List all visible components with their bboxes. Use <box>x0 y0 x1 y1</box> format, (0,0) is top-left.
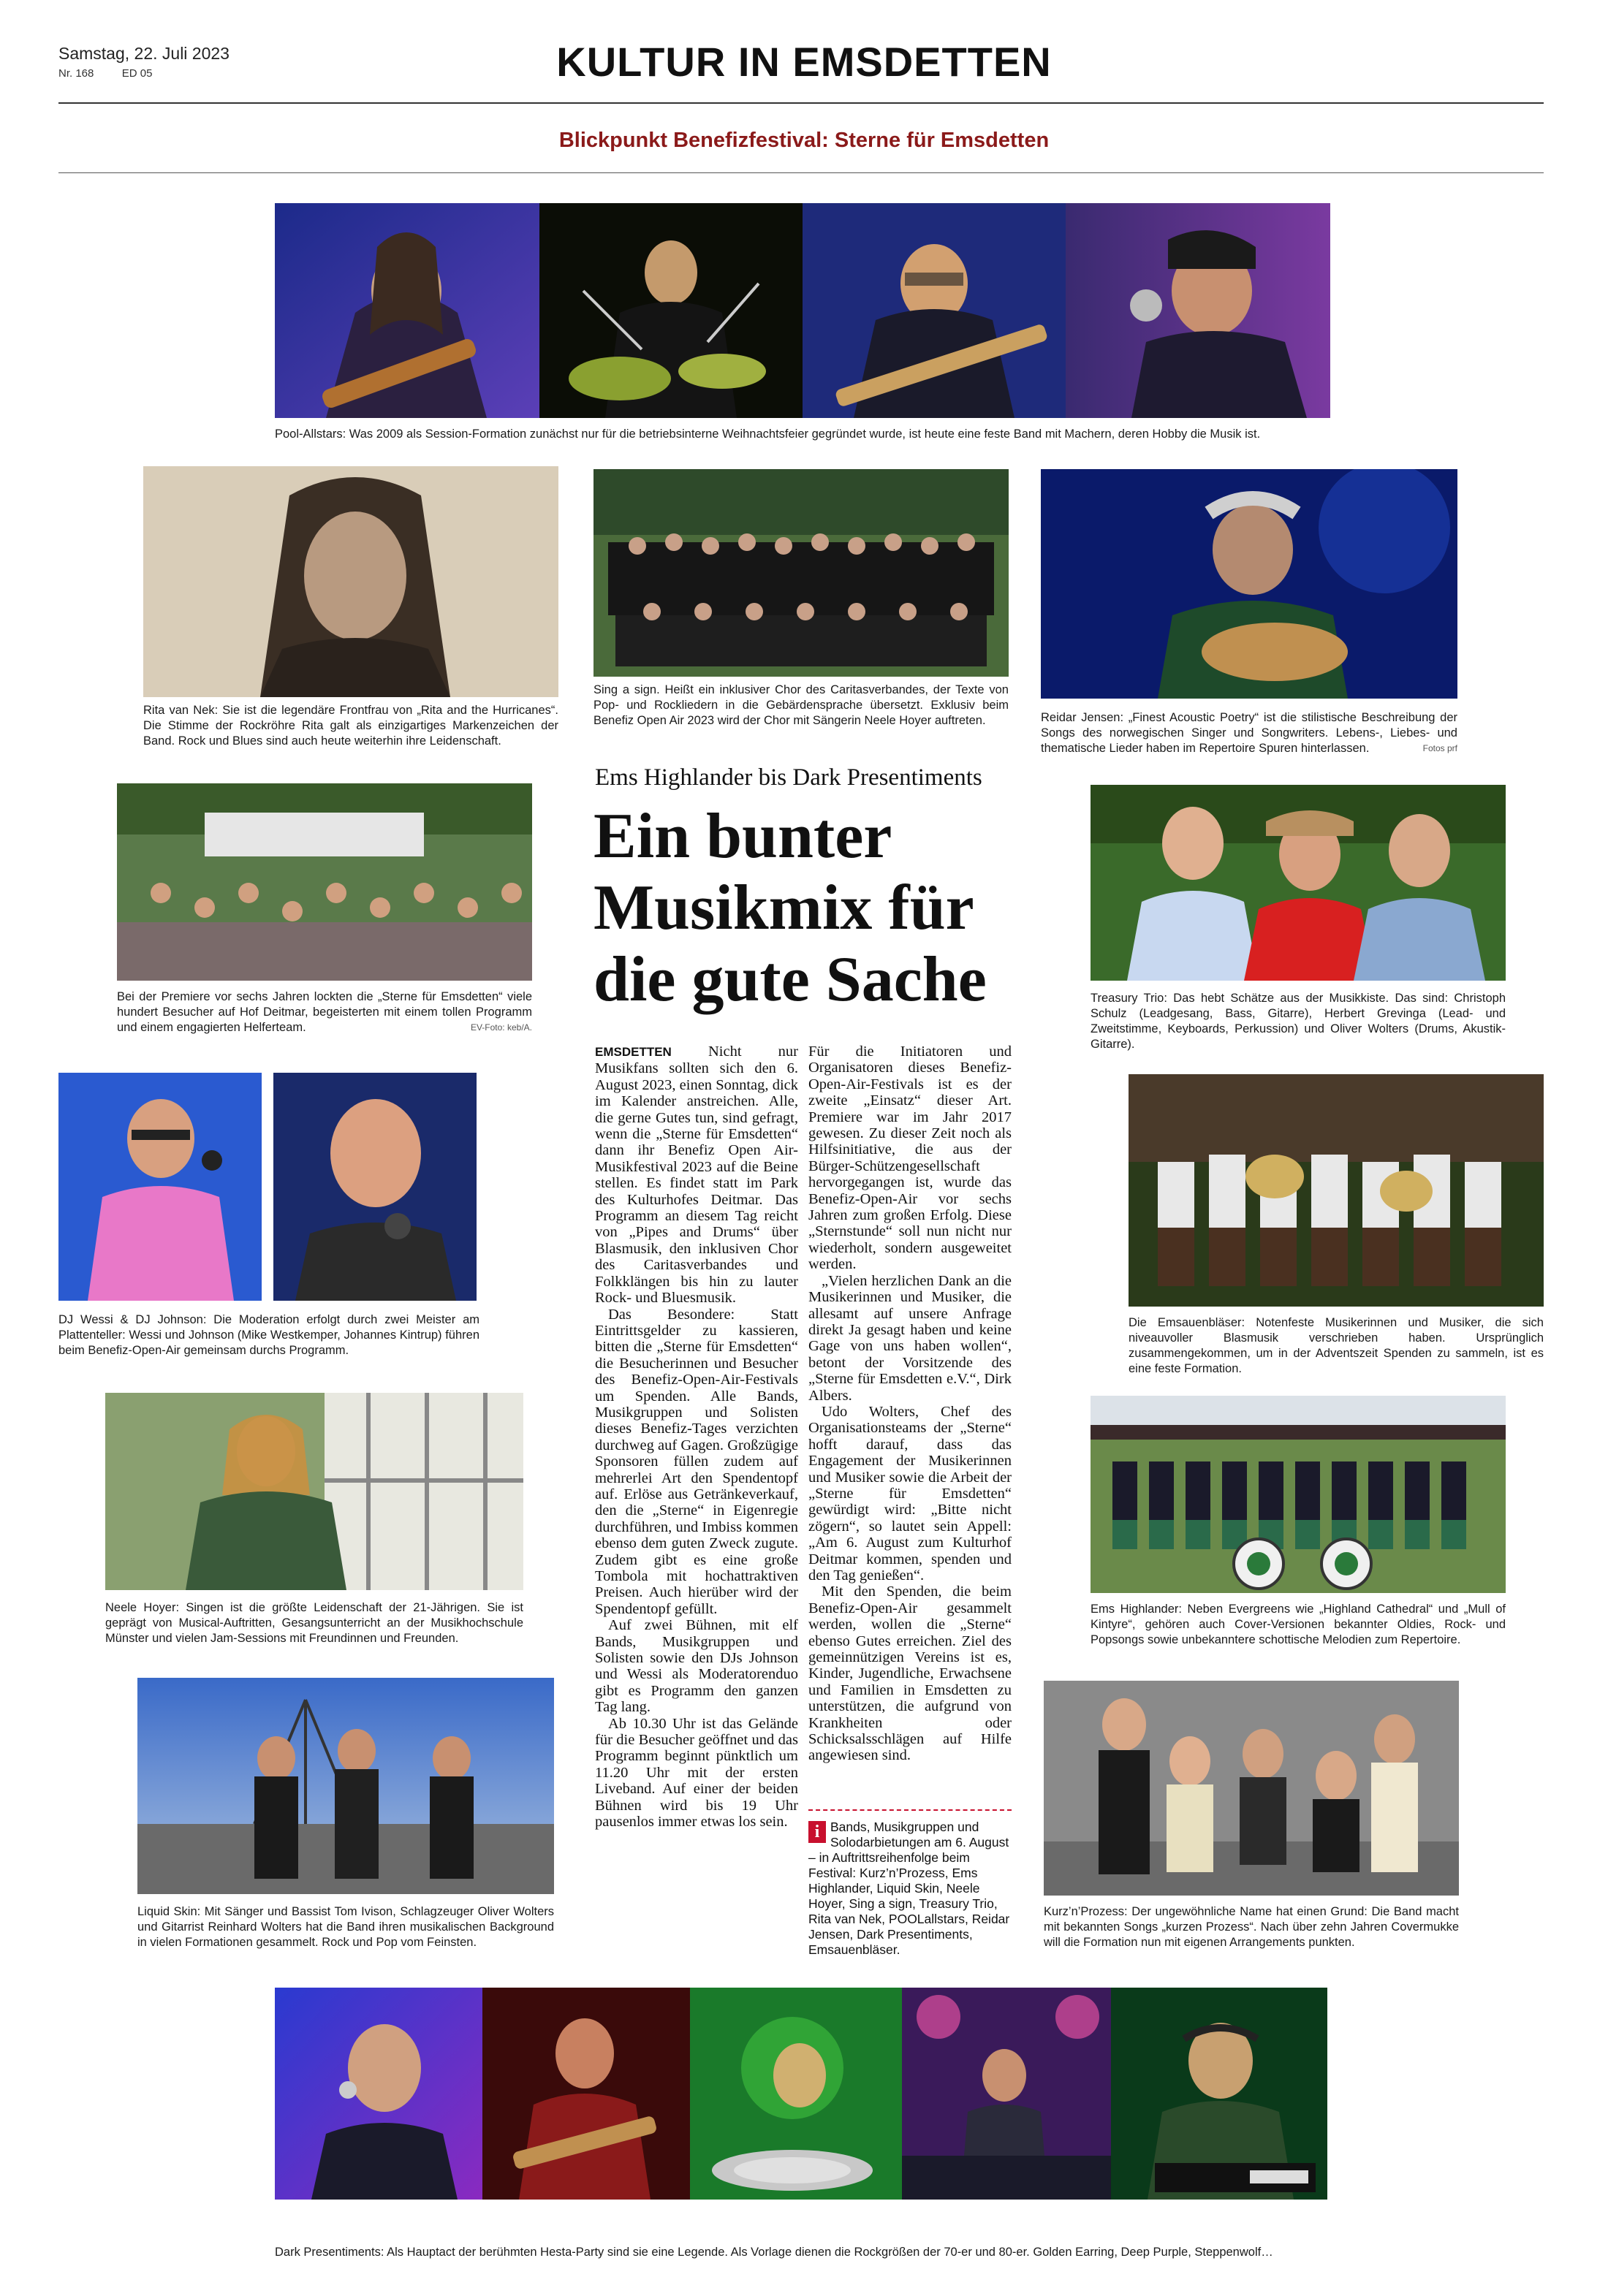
header-rule-top <box>58 102 1544 104</box>
caption-kurz-n-prozess: Kurz’n’Prozess: Der ungewöhnliche Name hat einen Grund: Die Band macht mit bekannten Songs „kurzen Prozess“. Nach über zehn Jahren Covermukke will die Formation nun mit eigenen Arrangements punkten. <box>1044 1905 1459 1949</box>
dj-wessi-photo <box>58 1073 262 1301</box>
article-col2-p1: Für die Initiatoren und Organisatoren dieses Benefiz-Open-Air-Festivals ist es der zweite „Einsatz“ dieser Art. Premiere war im Jahr 2017 gewesen. Zu dieser Zeit noch als Hilfsinitiative, die aus der Bürger-Schützengesellschaft hervorgegangen ist, wurde das Benefiz-Open-Air vor sechs Jahren zum großen Erfolg. Diese „Sternstunde“ soll nun nicht nur wiederholt, sondern ausgeweitet werden. <box>808 1044 1012 1273</box>
caption-premiere <box>117 989 532 1035</box>
article-col2-p3: Udo Wolters, Chef des Organisationsteams der „Sterne“ hofft darauf, dass das Engagement der Musikerinnen und Musiker sowie die Arbeit der „Sterne für Emsdetten“ gewürdigt wird: „Bitte nicht zögern“, so lautet sein Appell: „Am 6. August zum Kulturhof Deitmar kommen, spenden und den Tag genießen“. <box>808 1403 1012 1584</box>
article-column-2 <box>808 1044 1012 1764</box>
neele-photo <box>105 1393 523 1590</box>
treasury-trio-photo <box>1091 785 1506 981</box>
dark-presentiments-photo-3 <box>690 1988 902 2200</box>
article-paragraph <box>595 1044 798 1307</box>
issue-number: Nr. 168 <box>58 67 94 80</box>
dark-presentiments-photo-4 <box>902 1988 1111 2200</box>
article-column-1 <box>595 1044 798 1831</box>
caption-dark-presentiments: Dark Presentiments: Als Hauptact der berühmten Hesta-Party sind sie eine Legende. Als Vorlage dienen die Rockgrößen der 70-er und 80-er. Golden Earring, Deep Purple, Steppenwolf… <box>275 2246 1273 2259</box>
kurz-n-prozess-photo <box>1044 1681 1459 1896</box>
caption-sing-a-sign: Sing a sign. Heißt ein inklusiver Chor des Caritasverbandes, der Texte von Pop- und Rockliedern in die Gebärdensprache übersetzt. Exklusiv beim Benefiz Open Air 2023 wird der Chor mit Sängerin Neele Hoyer auftreten. <box>593 683 1009 727</box>
article-col1-p3: Auf zwei Bühnen, mit elf Bands, Musikgruppen und Solisten sowie den DJs Johnson und Wessi als Moderatorenduo gibt es Programm den ganzen Tag lang. <box>595 1617 798 1716</box>
article-col2-p2: „Vielen herzlichen Dank an die Musikerinnen und Musiker, die allesamt auf unsere Anfrage direkt Ja gesagt haben und keine Gage von uns haben wollen“, betont der Vorsitzende des „Sterne für Emsdetten e.V.“, Dirk Albers. <box>808 1272 1012 1404</box>
caption-ems-highlander: Ems Highlander: Neben Evergreens wie „Highland Cathedral“ und „Mull of Kintyre“, gehören auch Cover-Versionen bekannter Oldies, Rock- und Popsongs sowie unbekanntere schottische Melodien zum Repertoire. <box>1091 1603 1506 1646</box>
caption-rita: Rita van Nek: Sie ist die legendäre Frontfrau von „Rita and the Hurricanes“. Die Stimme der Rockröhre Rita galt als einzigartiges Markenzeichen der Band. Rock und Blues sind auch heute weiterhin ihre Leidenschaft. <box>143 704 558 748</box>
photo-credit-reidar: Fotos prf <box>1422 743 1457 753</box>
edition-code: ED 05 <box>121 67 153 80</box>
article-col2-p4: Mit den Spenden, die beim Benefiz-Open-Air gesammelt werden, wollen die „Sterne“ ebenso Gutes erreichen. Ziel des gemeinnützigen Vereins ist es, Kinder, Jugendliche, Erwachsene und Familien in Emsdetten zu unterstützen, die aufgrund von Krankheiten oder Schicksalsschlägen auf Hilfe angewiesen sind. <box>808 1584 1012 1764</box>
section-subtitle: Blickpunkt Benefizfestival: Sterne für Emsdetten <box>558 129 1050 152</box>
info-box <box>808 1809 1012 1958</box>
caption-emsauenblaeser: Die Emsauenbläser: Notenfeste Musikerinnen und Musiker, die sich niveauvoller Blasmusik verschrieben haben. Ursprünglich zusammengekommen, um in der Adventszeit Spenden zu sammeln, ist es eine feste Formation. <box>1129 1316 1544 1375</box>
dark-presentiments-photo-2 <box>482 1988 690 2200</box>
rita-photo <box>143 466 558 697</box>
caption-liquid-skin: Liquid Skin: Mit Sänger und Bassist Tom Ivison, Schlagzeuger Oliver Wolters und Gitarrist Reinhard Wolters hat die Band ihren musikalischen Background in vielen Formationen gesammelt. Rock und Pop vom Feinsten. <box>137 1905 554 1949</box>
pool-allstars-photo-2 <box>539 203 803 418</box>
premiere-photo <box>117 783 532 981</box>
dark-presentiments-photo-1 <box>275 1988 482 2200</box>
article-location: EMSDETTEN <box>595 1045 672 1059</box>
header-issue <box>58 67 152 80</box>
liquid-skin-photo <box>137 1678 554 1894</box>
caption-treasury-trio: Treasury Trio: Das hebt Schätze aus der Musikkiste. Das sind: Christoph Schulz (Leadgesang, Bass, Gitarre), Herbert Grevinga (Lead- und Zweitstimme, Keyboards, Perkussion) und Oliver Wolters (Drums, Akustik-Gitarre). <box>1091 992 1506 1051</box>
caption-pool-allstars: Pool-Allstars: Was 2009 als Session-Formation zunächst nur für die betriebsinterne Weihnachtsfeier gegründet wurde, ist heute eine feste Band mit Machern, deren Hobby die Musik ist. <box>275 427 1261 441</box>
pool-allstars-photo-3 <box>803 203 1066 418</box>
article-headline: Ein bunter Musikmix für die gute Sache <box>593 801 987 1015</box>
info-box-inner <box>808 1820 1012 1958</box>
caption-premiere-text: Bei der Premiere vor sechs Jahren lockten die „Sterne für Emsdetten“ viele hundert Besucher auf Hof Deitmar, begeisterten mit einem tollen Programm und einem engagierten Helferteam. <box>117 990 532 1034</box>
pool-allstars-photo-1 <box>275 203 539 418</box>
header-date: Samstag, 22. Juli 2023 <box>58 44 230 63</box>
dj-johnson-photo <box>273 1073 477 1301</box>
info-icon: i <box>808 1821 826 1843</box>
pool-allstars-photo-4 <box>1066 203 1330 418</box>
info-box-text: Bands, Musikgruppen und Solodarbietungen am 6. August – in Auftrittsreihenfolge beim Festival: Kurz’n’Prozess, Ems Highlander, Liquid Skin, Neele Hoyer, Sing a sign, Treasury Trio, Rita van Nek, POOLallstars, Reidar Jensen, Dark Presentiments, Emsauenbläser. <box>808 1820 1010 1957</box>
photo-credit-premiere: EV-Foto: keb/A. <box>470 1022 532 1033</box>
sing-a-sign-photo <box>593 469 1009 677</box>
header-rule-bottom <box>58 172 1544 173</box>
ems-highlander-photo <box>1091 1396 1506 1593</box>
emsauenblaeser-photo <box>1129 1074 1544 1307</box>
dark-presentiments-photo-5 <box>1111 1988 1327 2200</box>
article-kicker: Ems Highlander bis Dark Presentiments <box>595 764 982 791</box>
caption-dj: DJ Wessi & DJ Johnson: Die Moderation erfolgt durch zwei Meister am Plattenteller: Wessi und Johnson (Mike Westkemper, Johannes Kintrup) führen beim Benefiz-Open-Air gemeinsam durchs Programm. <box>58 1313 479 1357</box>
caption-reidar <box>1041 710 1457 756</box>
article-col1-p1: Nicht nur Musikfans sollten sich den 6. August 2023, einen Sonntag, dick im Kalender anstreichen. Alle, die gerne Gutes tun, sind gefragt, wenn die „Sterne für Emsdetten“ dann ihr Benefiz Open Air-Musikfestival 2023 auf die Beine stellen. Es findet statt im Park des Kulturhofes Deitmar. Das Programm an diesem Tag reicht von „Pipes and Drums“ über Blasmusik, den inklusiven Chor des Caritasverbandes und Folkklängen bis hin zu lauter Rock- und Bluesmusik. <box>595 1044 798 1307</box>
article-col1-p4: Ab 10.30 Uhr ist das Gelände für die Besucher geöffnet und das Programm beginnt pünktlich um 11.20 Uhr mit der ersten Liveband. Auf einer der beiden Bühnen wird bis 19 Uhr pausenlos immer etwas los sein. <box>595 1715 798 1831</box>
article-col1-p2: Das Besondere: Statt Eintrittsgelder zu kassieren, bitten die „Sterne für Emsdetten“ die Besucherinnen und Besucher des Benefiz-Open-Air-Festivals um Spenden. Alle Bands, Musikgruppen und Solisten dieses Benefiz-Tages verzichten durchweg auf Gagen. Großzügige Sponsoren füllen zudem auf mehrerlei Art den Spendentopf auf. Erlöse aus Getränkeverkauf, den die „Sterne“ in Eigenregie durchführen, und Imbiss kommen ebenso dem guten Zweck zugute. Zudem gibt es eine große Tombola mit hochattraktiven Preisen. Auch hierüber wird der Spendentopf gefüllt. <box>595 1306 798 1617</box>
page-title: KULTUR IN EMSDETTEN <box>556 39 1052 85</box>
reidar-photo <box>1041 469 1457 699</box>
caption-neele: Neele Hoyer: Singen ist die größte Leidenschaft der 21-Jährigen. Sie ist geprägt von Musical-Auftritten, Gesangsunterricht an der Musikhochschule Münster und vielen Jam-Sessions mit Freundinnen und Freunden. <box>105 1601 523 1645</box>
caption-reidar-text: Reidar Jensen: „Finest Acoustic Poetry“ ist die stilistische Beschreibung der Songs des norwegischen Singer und Songwriters. Lebens-, Liebes- und thematische Lieder haben im Repertoire Spuren hinterlassen. <box>1041 711 1457 755</box>
